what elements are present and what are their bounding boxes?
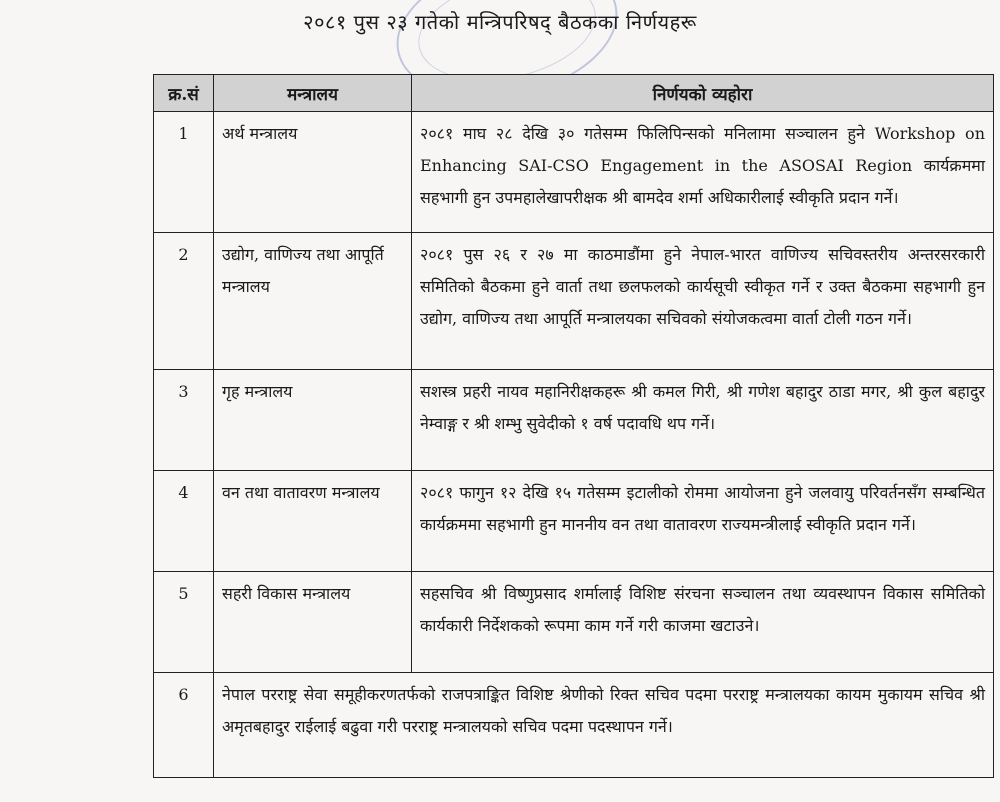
row-decision: २०८१ फागुन १२ देखि १५ गतेसम्म इटालीको रोममा आयोजना हुने जलवायु परिवर्तनसँग सम्बन्धित कार्यक्रममा सहभागी हुन माननीय वन तथा वातावरण राज्यमन्त्रीलाई स्वीकृति प्रदान गर्ने।: [412, 471, 994, 572]
row-ministry: गृह मन्त्रालय: [214, 370, 412, 471]
row-ministry: सहरी विकास मन्त्रालय: [214, 572, 412, 673]
row-decision: नेपाल परराष्ट्र सेवा समूहीकरणतर्फको राजपत्राङ्कित विशिष्ट श्रेणीको रिक्त सचिव पदमा परराष्ट्र मन्त्रालयका कायम मुकायम सचिव श्री अमृतबहादुर राईलाई बढुवा गरी परराष्ट्र मन्त्रालयको सचिव पदमा पदस्थापन गर्ने।: [214, 673, 994, 778]
row-serial: 6: [154, 673, 214, 778]
row-serial: 1: [154, 112, 214, 233]
table-row: [154, 471, 994, 572]
table-row: [154, 673, 994, 778]
table-row: [154, 370, 994, 471]
row-decision: २०८१ माघ २८ देखि ३० गतेसम्म फिलिपिन्सको मनिलामा सञ्चालन हुने Workshop on Enhancing SAI-CSO Engagement in the ASOSAI Region कार्यक्रममा सहभागी हुन उपमहालेखापरीक्षक श्री बामदेव शर्मा अधिकारीलाई स्वीकृति प्रदान गर्ने।: [412, 112, 994, 233]
header-decision: निर्णयको व्यहोरा: [412, 75, 994, 112]
table-header-row: [154, 75, 994, 112]
row-ministry: अर्थ मन्त्रालय: [214, 112, 412, 233]
row-decision: सहसचिव श्री विष्णुप्रसाद शर्मालाई विशिष्ट संरचना सञ्चालन तथा व्यवस्थापन विकास समितिको कार्यकारी निर्देशकको रूपमा काम गर्ने गरी काजमा खटाउने।: [412, 572, 994, 673]
table-row: [154, 233, 994, 370]
row-serial: 5: [154, 572, 214, 673]
row-ministry: उद्योग, वाणिज्य तथा आपूर्ति मन्त्रालय: [214, 233, 412, 370]
row-ministry: वन तथा वातावरण मन्त्रालय: [214, 471, 412, 572]
row-serial: 4: [154, 471, 214, 572]
decisions-table: [153, 74, 994, 778]
row-decision: २०८१ पुस २६ र २७ मा काठमाडौंमा हुने नेपाल-भारत वाणिज्य सचिवस्तरीय अन्तरसरकारी समितिको बैठकमा हुने वार्ता तथा छलफलको कार्यसूची स्वीकृत गर्ने र उक्त बैठकमा सहभागी हुन उद्योग, वाणिज्य तथा आपूर्ति मन्त्रालयका सचिवको संयोजकत्वमा वार्ता टोली गठन गर्ने।: [412, 233, 994, 370]
row-decision: सशस्त्र प्रहरी नायव महानिरीक्षकहरू श्री कमल गिरी, श्री गणेश बहादुर ठाडा मगर, श्री कुल बहादुर नेम्वाङ्ग र श्री शम्भु सुवेदीको १ वर्ष पदावधि थप गर्ने।: [412, 370, 994, 471]
page-title: २०८१ पुस २३ गतेको मन्त्रिपरिषद् बैठकका निर्णयहरू: [303, 10, 697, 34]
row-serial: 3: [154, 370, 214, 471]
row-serial: 2: [154, 233, 214, 370]
table-row: [154, 112, 994, 233]
table-row: [154, 572, 994, 673]
header-serial: क्र.सं: [154, 75, 214, 112]
header-ministry: मन्त्रालय: [214, 75, 412, 112]
